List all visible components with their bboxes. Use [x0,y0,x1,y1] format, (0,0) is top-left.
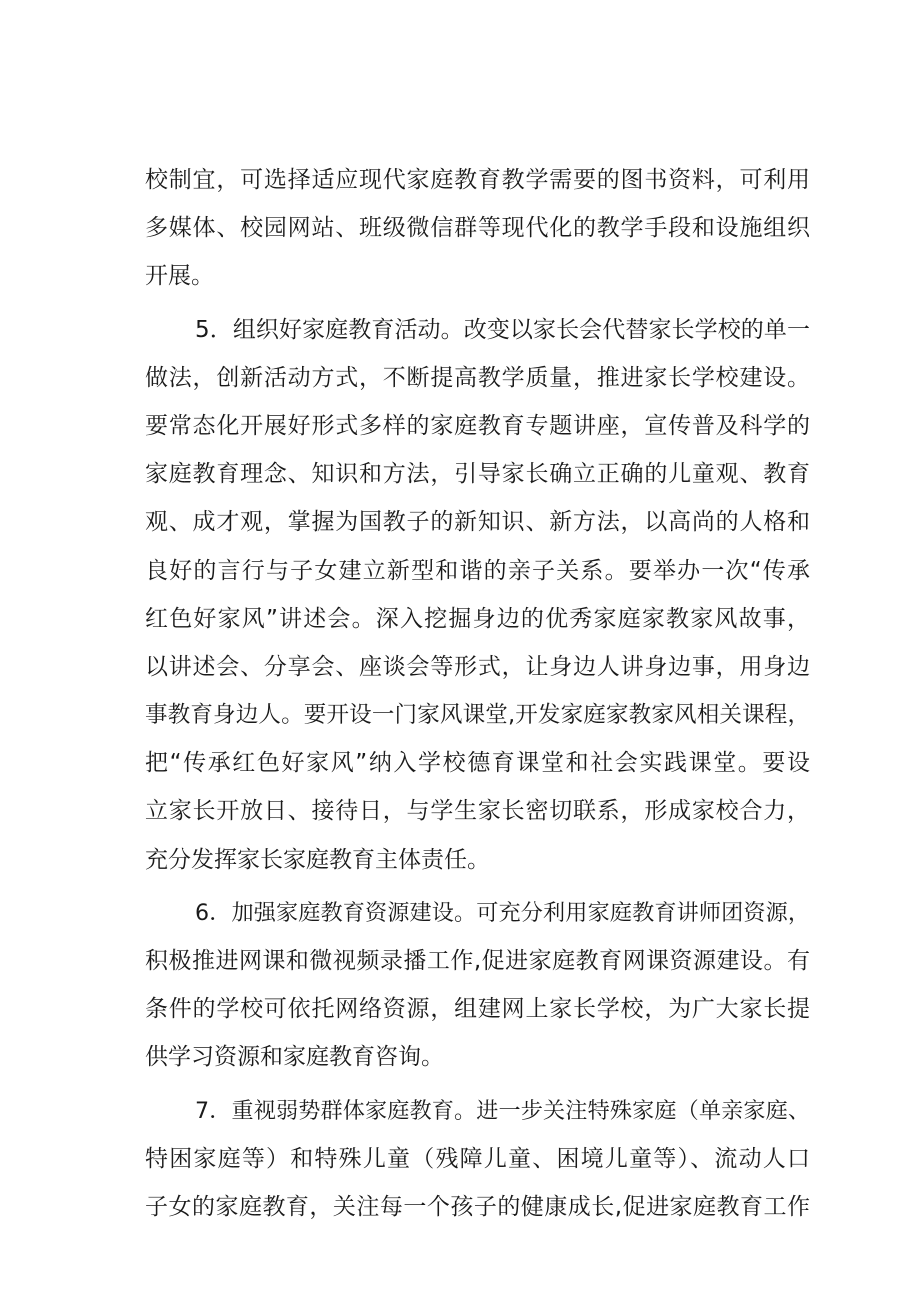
paragraph-item-7 [145,1087,810,1232]
body-text [145,156,810,1231]
text-line: 7．重视弱势群体家庭教育。进一步关注特殊家庭（单亲家庭、 [195,1097,810,1124]
text-line: 事教育身边人。要开设一门家风课堂,开发家庭家教家风相关课程， [145,702,810,729]
text-line: 做法，创新活动方式，不断提高教学质量，推进家长学校建设。 [145,364,810,391]
text-line: 6．加强家庭教育资源建设。可充分利用家庭教育讲师团资源， [195,899,810,926]
paragraph-continuation [145,156,810,301]
text-line: 积极推进网课和微视频录播工作,促进家庭教育网课资源建设。有 [145,948,810,974]
text-line: 红色好家风”讲述会。深入挖掘身边的优秀家庭家教家风故事， [145,605,810,632]
text-line: 要常态化开展好形式多样的家庭教育专题讲座，宣传普及科学的 [145,412,810,439]
text-line: 供学习资源和家庭教育咨询。 [145,1044,444,1071]
text-line: 充分发挥家长家庭教育主体责任。 [145,846,490,873]
text-line: 多媒体、校园网站、班级微信群等现代化的教学手段和设施组织 [145,215,810,242]
text-line: 观、成才观，掌握为国教子的新知识、新方法，以高尚的人格和 [145,509,810,536]
text-line: 家庭教育理念、知识和方法，引导家长确立正确的儿童观、教育 [145,461,810,488]
paragraph-item-6 [145,889,810,1082]
text-line: 特困家庭等）和特殊儿童（残障儿童、困境儿童等）、流动人口 [145,1145,810,1172]
text-line: 良好的言行与子女建立新型和谐的亲子关系。要举办一次“传承 [145,557,810,584]
text-line: 立家长开放日、接待日，与学生家长密切联系，形成家校合力， [145,798,810,825]
text-line: 5．组织好家庭教育活动。改变以家长会代替家长学校的单一 [195,316,810,343]
text-line: 把“传承红色好家风”纳入学校德育课堂和社会实践课堂。要设 [145,750,810,777]
paragraph-item-5 [145,306,810,884]
text-line: 子女的家庭教育，关注每一个孩子的健康成长,促进家庭教育工作 [145,1193,810,1220]
text-line: 条件的学校可依托网络资源，组建网上家长学校，为广大家长提 [145,996,810,1023]
text-line: 校制宜，可选择适应现代家庭教育教学需要的图书资料，可利用 [145,167,810,193]
text-line: 开展。 [145,263,214,290]
text-line: 以讲述会、分享会、座谈会等形式，让身边人讲身边事，用身边 [145,653,810,680]
